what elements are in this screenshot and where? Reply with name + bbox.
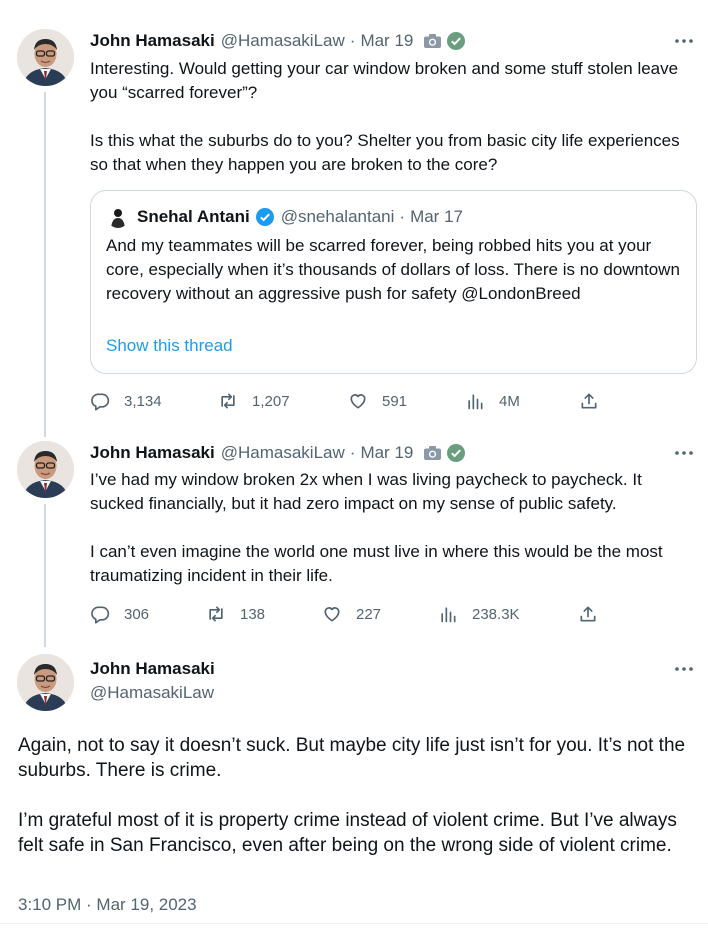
like-count: 227 [356, 605, 382, 623]
tweet-header [90, 442, 466, 464]
reply-icon [90, 604, 110, 624]
views-icon [438, 604, 458, 624]
tweet-header [90, 30, 466, 52]
author-handle[interactable]: @HamasakiLaw [220, 443, 345, 462]
share-icon [578, 604, 598, 624]
author-name[interactable]: John Hamasaki [90, 443, 215, 462]
author-name[interactable]: John Hamasaki [90, 659, 215, 678]
retweet-button[interactable] [218, 389, 290, 413]
divider [0, 923, 708, 924]
quote-date: Mar 17 [410, 207, 463, 226]
camera-icon [423, 445, 442, 461]
avatar[interactable] [17, 441, 74, 498]
reply-icon [90, 391, 110, 411]
view-count: 4M [499, 392, 520, 410]
quote-author-handle: @snehalantani [280, 207, 395, 226]
like-count: 591 [382, 392, 408, 410]
quoted-tweet[interactable] [90, 190, 697, 374]
quote-text: And my teammates will be scarred forever, being robbed hits you at your core, especially when it’s thousands of dollars of loss. There is no downtown recovery without an aggressive push for safety @LondonBreed [106, 236, 680, 303]
views-button[interactable] [438, 602, 520, 626]
separator-dot: · [399, 207, 406, 226]
avatar[interactable] [17, 29, 74, 86]
verified-badge-icon [446, 31, 466, 51]
verified-badge-icon [446, 443, 466, 463]
like-button[interactable] [348, 389, 407, 413]
avatar[interactable] [17, 654, 74, 711]
heart-icon [322, 604, 342, 624]
author-handle[interactable]: @HamasakiLaw [90, 683, 215, 702]
quote-author-name: Snehal Antani [137, 207, 250, 226]
author-handle[interactable]: @HamasakiLaw [220, 31, 345, 50]
heart-icon [348, 391, 368, 411]
main-tweet-text: Again, not to say it doesn’t suck. But maybe city life just isn’t for you. It’s not the suburbs. There is crime. I’m grateful most of it is property crime instead of violent crime. But I’ve always felt safe in San Francisco, even after being on the wrong side of violent crime. [18, 735, 686, 856]
thread-connector-line [44, 92, 46, 437]
camera-icon [423, 33, 442, 49]
views-icon [465, 391, 485, 411]
share-button[interactable] [579, 389, 613, 413]
tweet-date[interactable]: Mar 19 [360, 443, 414, 462]
retweet-count: 138 [240, 605, 266, 623]
main-author-name-row [90, 658, 215, 680]
more-icon[interactable] [674, 31, 694, 51]
quote-header [107, 205, 463, 229]
tweet-text: I’ve had my window broken 2x when I was living paycheck to paycheck. It sucked financially, but it had zero impact on my sense of public safety. I can’t even imagine the world one must live in where this would be the most traumatizing incident in their life. [90, 470, 663, 585]
separator-dot: · [349, 443, 356, 462]
reply-count: 3,134 [124, 392, 162, 410]
quote-avatar [107, 206, 129, 228]
reply-count: 306 [124, 605, 150, 623]
separator-dot: · [349, 31, 356, 50]
tweet-date[interactable]: Mar 19 [360, 31, 414, 50]
views-button[interactable] [465, 389, 520, 413]
main-author-handle-row [90, 682, 214, 704]
verified-badge-icon [255, 207, 275, 227]
thread-connector-line [44, 504, 46, 647]
retweet-button[interactable] [206, 602, 265, 626]
retweet-count: 1,207 [252, 392, 290, 410]
more-icon[interactable] [674, 659, 694, 679]
retweet-icon [218, 391, 238, 411]
more-icon[interactable] [674, 443, 694, 463]
share-button[interactable] [578, 602, 612, 626]
reply-button[interactable] [90, 389, 162, 413]
tweet-text: Interesting. Would getting your car window broken and some stuff stolen leave you “scarred forever”? Is this what the suburbs do to you? Shelter you from basic city life experiences so that when they happen you are broken to the core? [90, 59, 680, 174]
share-icon [579, 391, 599, 411]
author-name[interactable]: John Hamasaki [90, 31, 215, 50]
retweet-icon [206, 604, 226, 624]
show-thread-link[interactable]: Show this thread [106, 336, 233, 355]
reply-button[interactable] [90, 602, 149, 626]
like-button[interactable] [322, 602, 381, 626]
view-count: 238.3K [472, 605, 520, 623]
tweet-timestamp[interactable]: 3:10 PM · Mar 19, 2023 [18, 895, 197, 914]
